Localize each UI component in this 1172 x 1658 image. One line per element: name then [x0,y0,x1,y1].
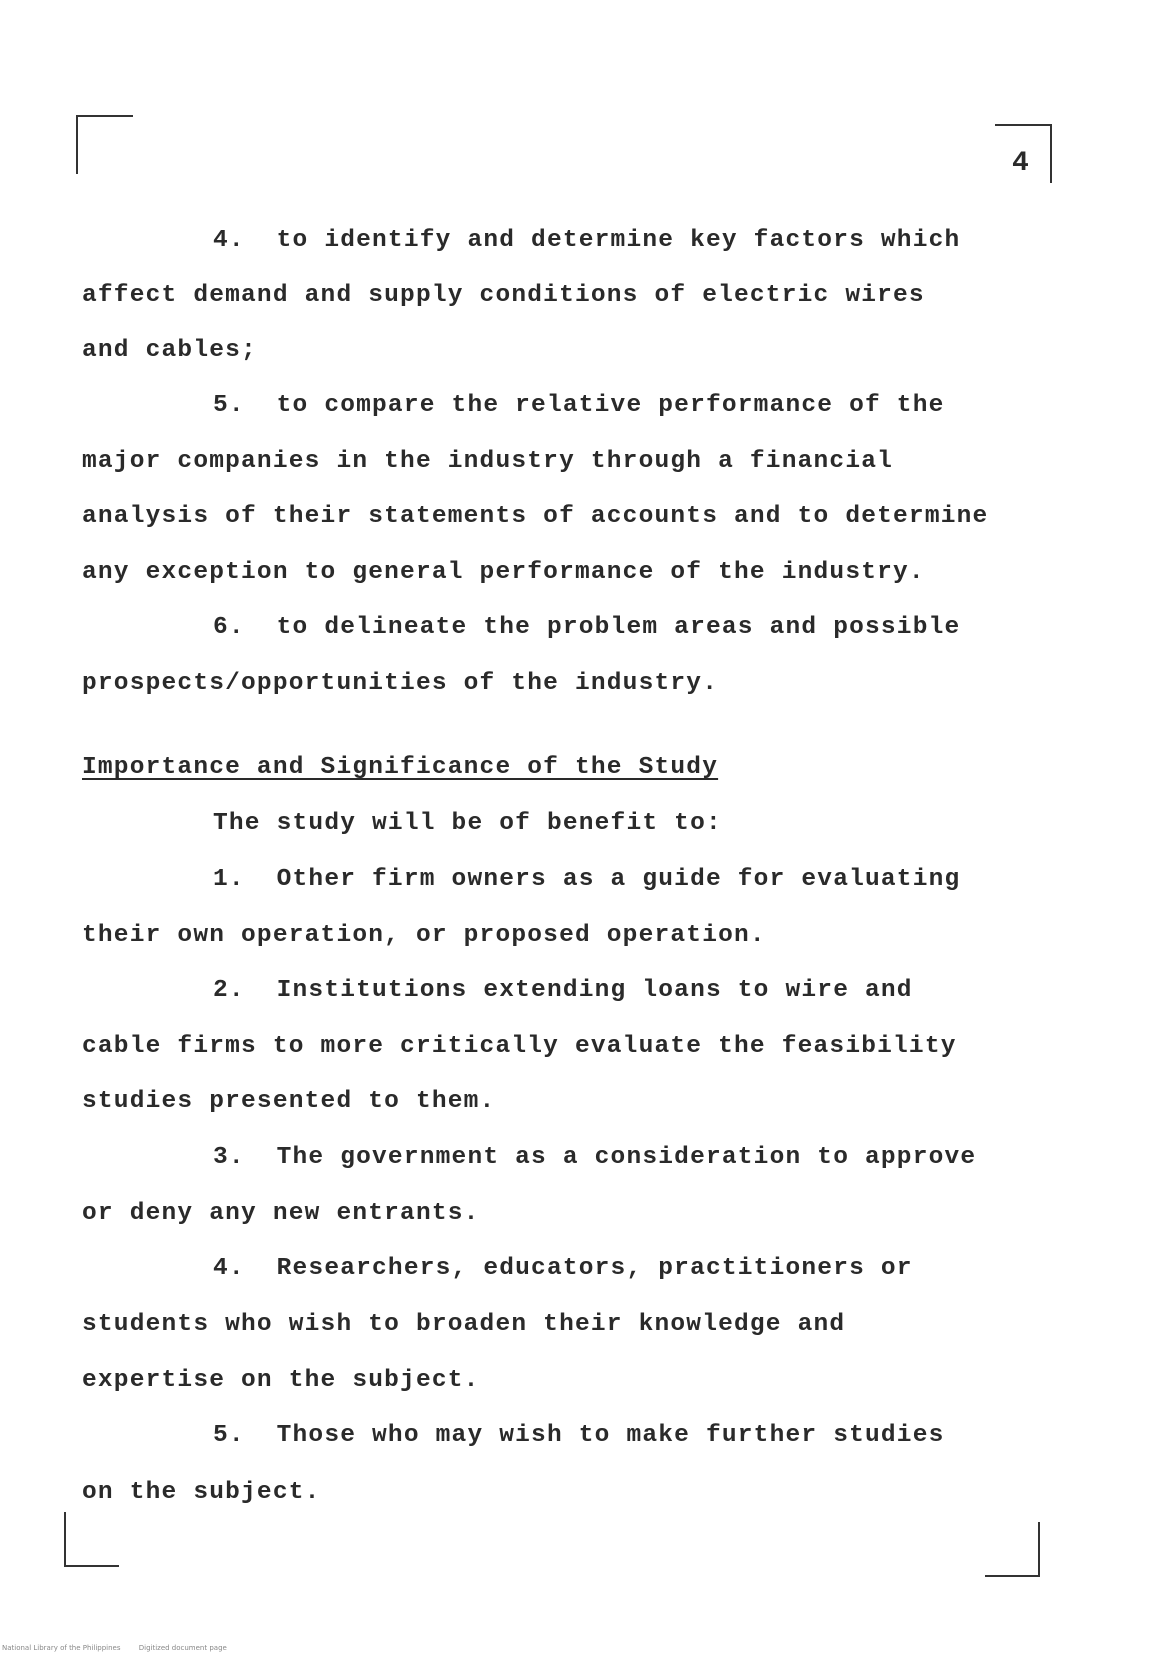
objective-5-line-4: any exception to general performance of the industry. [82,559,925,586]
crop-mark-bottom-right [985,1522,1040,1577]
objective-4-line-3: and cables; [82,337,257,364]
objective-5-line-3: analysis of their statements of accounts and to determine [82,503,989,530]
crop-mark-bottom-left [64,1512,119,1567]
footer-right-text: Digitized document page [138,1644,227,1652]
benefit-5-line-1: 5. Those who may wish to make further studies [213,1422,945,1449]
objective-5-line-2: major companies in the industry through a financial [82,448,894,475]
importance-intro: The study will be of benefit to: [213,810,722,837]
benefit-4-line-1: 4. Researchers, educators, practitioners or [213,1255,913,1282]
benefit-1-line-1: 1. Other firm owners as a guide for evaluating [213,866,961,893]
benefit-2-line-2: cable firms to more critically evaluate the feasibility [82,1033,957,1060]
objective-6-line-2: prospects/opportunities of the industry. [82,670,719,697]
benefit-4-line-3: expertise on the subject. [82,1367,480,1394]
objective-4-line-1: 4. to identify and determine key factors which [213,227,961,254]
objective-4-line-2: affect demand and supply conditions of electric wires [82,282,925,309]
objective-5-line-1: 5. to compare the relative performance of the [213,392,945,419]
footer [2,1644,243,1652]
benefit-1-line-2: their own operation, or proposed operation. [82,922,766,949]
benefit-2-line-3: studies presented to them. [82,1088,496,1115]
page-number: 4 [1012,148,1029,179]
benefit-4-line-2: students who wish to broaden their knowledge and [82,1311,846,1338]
crop-mark-top-left [76,115,133,174]
section-heading: Importance and Significance of the Study [82,754,719,781]
benefit-5-line-2: on the subject. [82,1479,321,1506]
benefit-3-line-1: 3. The government as a consideration to approve [213,1144,977,1171]
footer-left-text: National Library of the Philippines [2,1644,121,1652]
benefit-2-line-1: 2. Institutions extending loans to wire and [213,977,913,1004]
objective-6-line-1: 6. to delineate the problem areas and possible [213,614,961,641]
benefit-3-line-2: or deny any new entrants. [82,1200,480,1227]
